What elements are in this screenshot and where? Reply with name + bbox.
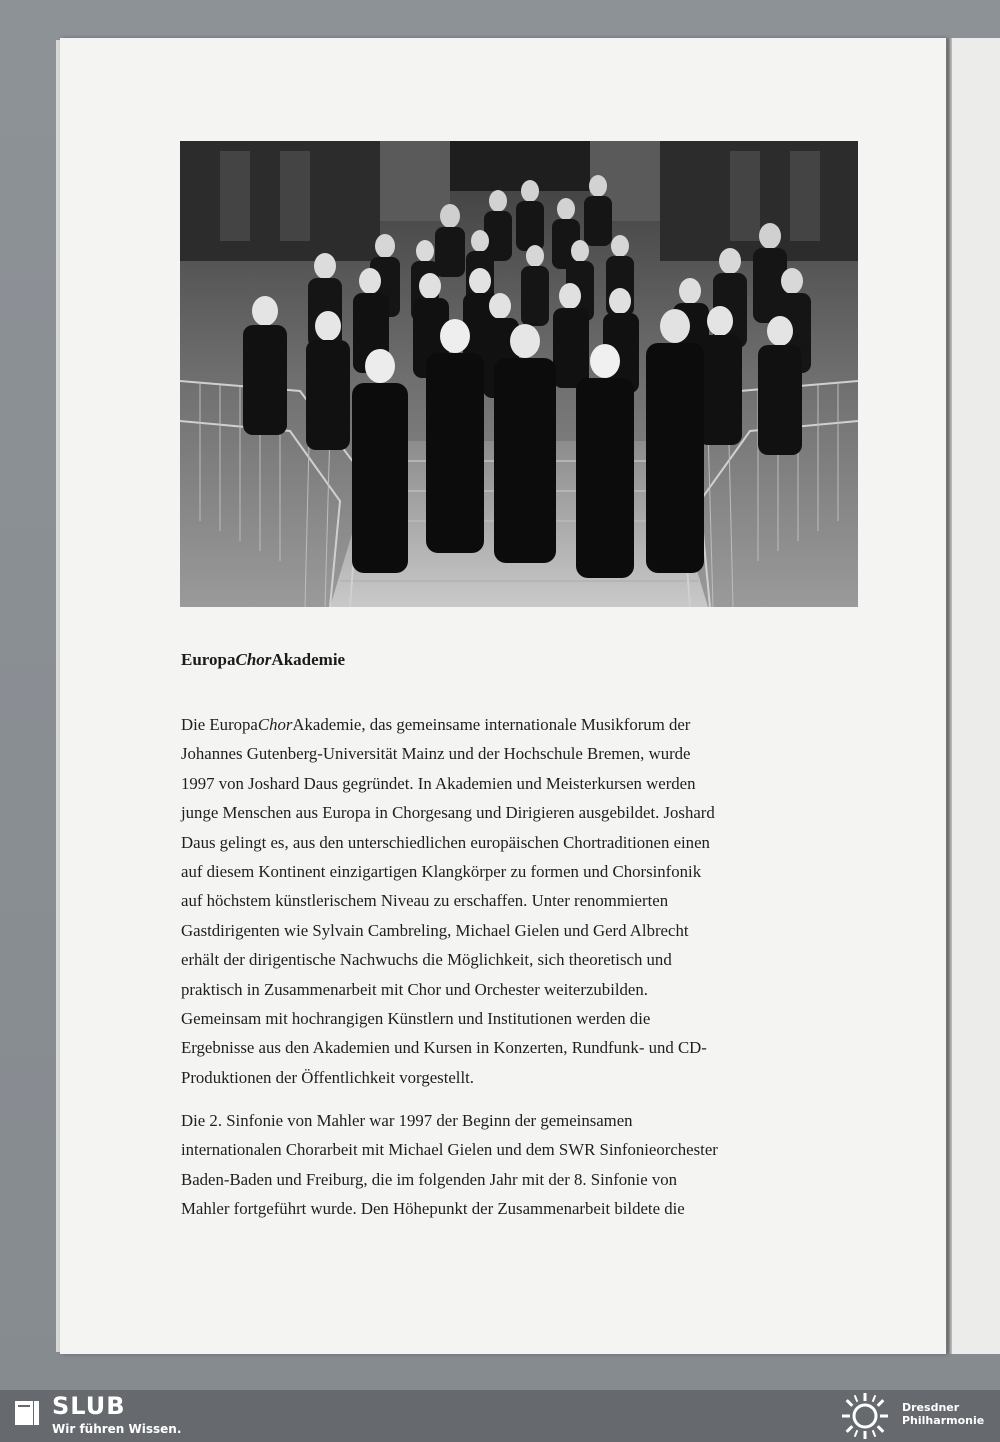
heading-part-europa: Europa bbox=[181, 650, 236, 669]
line-segment-italic: Chor bbox=[257, 715, 293, 734]
text-line: auf diesem Kontinent einzigartigen Klangkörper zu formen und Chorsinfonik bbox=[181, 862, 702, 882]
text-line: junge Menschen aus Europa in Chorgesang und Dirigieren ausgebildet. Joshard bbox=[181, 803, 715, 823]
dresdner-philharmonie-logo-icon[interactable] bbox=[838, 1391, 892, 1441]
text-line: Ergebnisse aus den Akademien und Kursen in Konzerten, Rundfunk- und CD- bbox=[181, 1038, 707, 1058]
partner-name-line2: Philharmonie bbox=[902, 1414, 985, 1427]
heading-part-chor: Chor bbox=[235, 650, 272, 669]
facing-page-edge bbox=[952, 38, 1000, 1354]
text-line: Mahler fortgeführt wurde. Den Höhepunkt der Zusammenarbeit bildete die bbox=[181, 1199, 685, 1219]
choir-photo bbox=[180, 141, 858, 607]
text-line: 1997 von Joshard Daus gegründet. In Akademien und Meisterkursen werden bbox=[181, 773, 696, 793]
partner-name[interactable] bbox=[902, 1401, 984, 1427]
slub-book-icon[interactable] bbox=[12, 1398, 42, 1428]
heading-part-akademie: Akademie bbox=[271, 650, 346, 669]
partner-name-line1: Dresdner bbox=[902, 1401, 960, 1414]
slub-tagline: Wir führen Wissen. bbox=[52, 1422, 182, 1436]
section-heading bbox=[181, 650, 781, 670]
text-line: Produktionen der Öffentlichkeit vorgestellt. bbox=[181, 1067, 474, 1087]
text-line: Gemeinsam mit hochrangigen Künstlern und Institutionen werden die bbox=[181, 1009, 651, 1029]
text-line: Daus gelingt es, aus den unterschiedlichen europäischen Chortraditionen einen bbox=[181, 832, 710, 852]
text-line: Johannes Gutenberg-Universität Mainz und der Hochschule Bremen, wurde bbox=[181, 744, 691, 764]
footer-bar bbox=[0, 1390, 1000, 1442]
paragraph-2 bbox=[181, 1106, 831, 1224]
text-line: Gastdirigenten wie Sylvain Cambreling, Michael Gielen und Gerd Albrecht bbox=[181, 920, 689, 940]
text-line: internationalen Chorarbeit mit Michael Gielen und dem SWR Sinfonieorchester bbox=[181, 1140, 718, 1160]
paragraph-1 bbox=[181, 710, 831, 1092]
slub-name[interactable]: SLUB bbox=[52, 1392, 126, 1420]
text-line: Baden-Baden und Freiburg, die im folgenden Jahr mit der 8. Sinfonie von bbox=[181, 1169, 678, 1189]
line-segment: Die Europa bbox=[181, 715, 258, 734]
text-line: auf höchstem künstlerischem Niveau zu erschaffen. Unter renommierten bbox=[181, 891, 669, 911]
line-segment: Akademie, das gemeinsame internationale Musikforum der bbox=[292, 715, 691, 734]
text-line: erhält der dirigentische Nachwuchs die Möglichkeit, sich theoretisch und bbox=[181, 950, 672, 970]
text-line bbox=[181, 710, 831, 739]
text-line: praktisch in Zusammenarbeit mit Chor und Orchester weiterzubilden. bbox=[181, 979, 648, 999]
text-line: Die 2. Sinfonie von Mahler war 1997 der Beginn der gemeinsamen bbox=[181, 1111, 633, 1130]
